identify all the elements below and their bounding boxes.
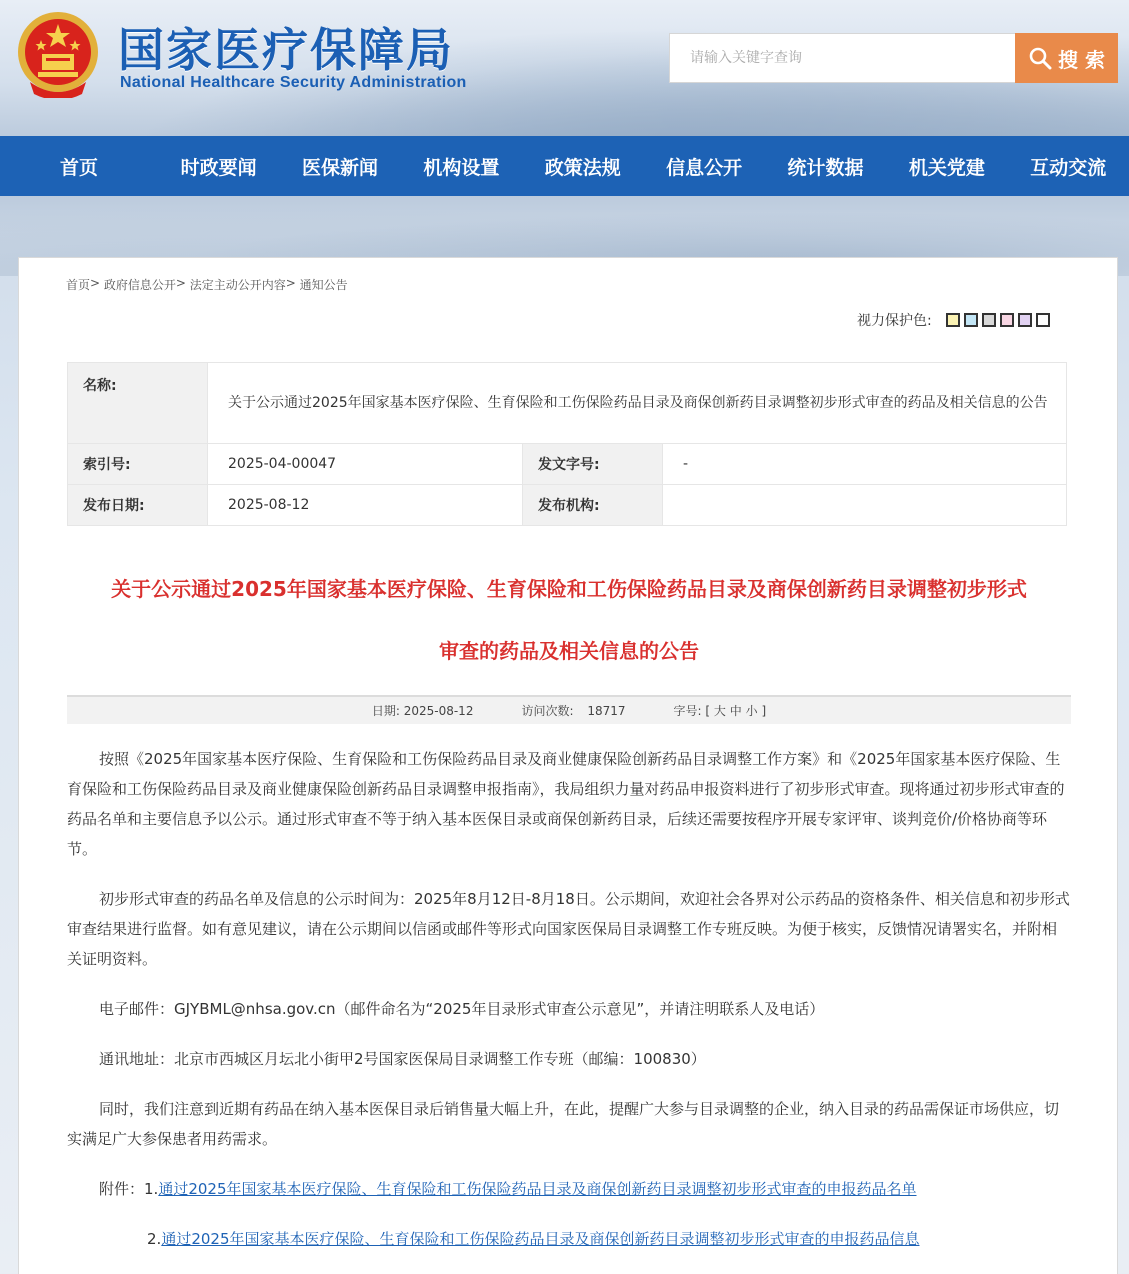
meta-visits <box>521 702 625 719</box>
font-size-large[interactable]: 大 <box>713 704 726 718</box>
paragraph: 通讯地址：北京市西城区月坛北小街甲2号国家医保局目录调整工作专班（邮编：100830） <box>99 1050 706 1068</box>
document-info-table <box>67 362 1067 526</box>
vision-label: 视力保护色: <box>857 313 932 329</box>
font-size-end: ] <box>761 704 767 718</box>
attachment-item <box>67 1174 1071 1204</box>
nav-interaction[interactable]: 互动交流 <box>1030 156 1107 179</box>
site-header <box>0 0 1129 136</box>
attachment-number: 2. <box>147 1230 162 1248</box>
attachment-number: 1. <box>144 1180 159 1198</box>
breadcrumb: 首页 > 政府信息公开 > 法定主动公开内容 > 通知公告 <box>66 276 348 292</box>
font-size-medium[interactable]: 中 <box>729 704 742 718</box>
font-size-control <box>674 702 767 719</box>
nav-organization[interactable]: 机构设置 <box>423 156 500 179</box>
nav-healthcare-news[interactable]: 医保新闻 <box>302 156 379 179</box>
org-label: 发布机构: <box>523 485 663 526</box>
swatch-yellow[interactable] <box>946 313 960 327</box>
attachment-link-2[interactable]: 通过2025年国家基本医疗保险、生育保险和工伤保险药品目录及商保创新药目录调整初步形式审查的申报药品信息 <box>161 1230 920 1248</box>
name-value: 关于公示通过2025年国家基本医疗保险、生育保险和工伤保险药品目录及商保创新药目录调整初步形式审查的药品及相关信息的公告 <box>208 363 1067 444</box>
breadcrumb-statutory[interactable]: 法定主动公开内容 <box>189 278 286 292</box>
search-button[interactable] <box>1015 33 1118 83</box>
swatch-purple[interactable] <box>1018 313 1032 327</box>
brand-name-cn[interactable]: 国家医疗保障局 <box>118 23 454 77</box>
search-icon <box>1028 46 1052 70</box>
swatch-blue[interactable] <box>964 313 978 327</box>
doc-number-value: - <box>663 444 1067 485</box>
date-value: 2025-08-12 <box>208 485 523 526</box>
article-body <box>67 744 1071 1274</box>
breadcrumb-notices[interactable]: 通知公告 <box>299 278 348 292</box>
swatch-pink[interactable] <box>1000 313 1014 327</box>
index-value: 2025-04-00047 <box>208 444 523 485</box>
meta-visits-label: 访问次数: <box>521 704 574 718</box>
search-input[interactable] <box>669 33 1017 83</box>
national-emblem-icon[interactable] <box>16 10 100 98</box>
paragraph: 初步形式审查的药品名单及信息的公示时间为：2025年8月12日-8月18日。公示期间，欢迎社会各界对公示药品的资格条件、相关信息和初步形式审查结果进行监督。如有意见建议，请在公示期间以信函或邮件等形式向国家医保局目录调整工作专班反映。为便于核实，反馈情况请署实名，并附相关证明资料。 <box>67 890 1070 968</box>
meta-date: 日期: 2025-08-12 <box>371 704 474 718</box>
breadcrumb-home[interactable]: 首页 <box>66 278 91 292</box>
attachment-label: 附件： <box>99 1180 145 1198</box>
index-label: 索引号: <box>68 444 208 485</box>
font-size-label: 字号: [ <box>673 704 711 718</box>
article-meta <box>67 695 1071 724</box>
paragraph: 同时，我们注意到近期有药品在纳入基本医保目录后销售量大幅上升，在此，提醒广大参与目录调整的企业，纳入目录的药品需保证市场供应，切实满足广大参保患者用药需求。 <box>67 1100 1060 1148</box>
paragraph: 电子邮件：GJYBML@nhsa.gov.cn（邮件命名为“2025年目录形式审查公示意见”，并请注明联系人及电话） <box>99 1000 825 1018</box>
brand-name-en: National Healthcare Security Administration <box>120 74 467 91</box>
article-title-line1: 关于公示通过2025年国家基本医疗保险、生育保险和工伤保险药品目录及商保创新药目录调整初步形式 <box>111 577 1027 601</box>
content-panel <box>18 257 1118 1274</box>
search-button-label: 搜 索 <box>1058 47 1105 72</box>
nav-home[interactable]: 首页 <box>59 156 98 179</box>
attachment-item <box>67 1224 1071 1254</box>
vision-protection <box>857 310 1050 330</box>
date-label: 发布日期: <box>68 485 208 526</box>
nav-party-building[interactable]: 机关党建 <box>908 156 985 179</box>
nav-statistics[interactable]: 统计数据 <box>787 156 864 179</box>
name-label: 名称: <box>68 363 208 444</box>
nav-policies[interactable]: 政策法规 <box>544 156 621 179</box>
attachment-link-1[interactable]: 通过2025年国家基本医疗保险、生育保险和工伤保险药品目录及商保创新药目录调整初步形式审查的申报药品名单 <box>158 1180 917 1198</box>
nav-current-affairs[interactable]: 时政要闻 <box>180 156 257 179</box>
nav-info-disclosure[interactable]: 信息公开 <box>666 156 743 179</box>
swatch-gray[interactable] <box>982 313 996 327</box>
article-title-line2: 审查的药品及相关信息的公告 <box>439 639 699 663</box>
meta-visits-count: 18717 <box>587 704 626 718</box>
swatch-white[interactable] <box>1036 313 1050 327</box>
breadcrumb-gov-info[interactable]: 政府信息公开 <box>103 278 176 292</box>
main-nav <box>0 136 1129 196</box>
font-size-small[interactable]: 小 <box>745 704 758 718</box>
article-title <box>67 558 1071 682</box>
org-value <box>663 485 1067 526</box>
doc-number-label: 发文字号: <box>523 444 663 485</box>
paragraph: 按照《2025年国家基本医疗保险、生育保险和工伤保险药品目录及商业健康保险创新药品目录调整工作方案》和《2025年国家基本医疗保险、生育保险和工伤保险药品目录及商业健康保险创新药品目录调整申报指南》，我局组织力量对药品申报资料进行了初步形式审查。现将通过初步形式审查的药品名单和主要信息予以公示。通过形式审查不等于纳入基本医保目录或商保创新药目录，后续还需要按程序开展专家评审、谈判竞价/价格协商等环节。 <box>67 750 1065 858</box>
